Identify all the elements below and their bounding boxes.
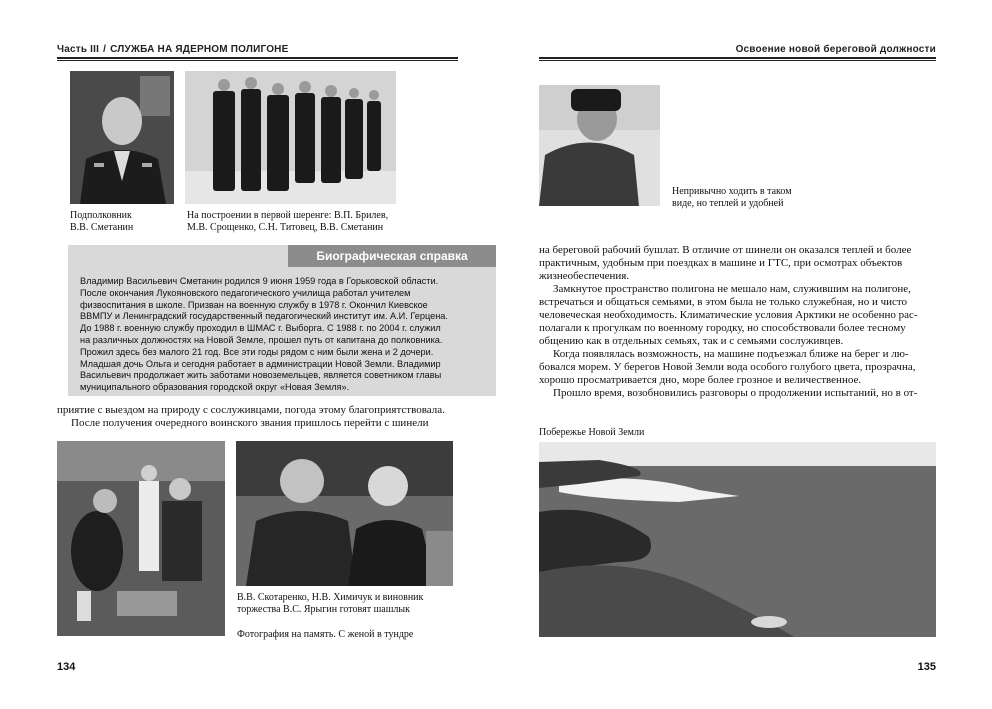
- body-line: на береговой рабочий бушлат. В отличие от шинели он оказался теплей и более: [539, 244, 912, 256]
- portrait-caption: [70, 210, 180, 234]
- lineup-caption-line: М.В. Срощенко, С.Н. Титовец, В.В. Сметанин: [187, 222, 384, 233]
- header-rule-left-thin: [57, 60, 458, 61]
- winter-uniform-caption: [672, 186, 852, 210]
- bio-line: Прожил здесь без малого 21 год. Все эти годы рядом с ним были жена и 2 дочери.: [80, 346, 434, 357]
- header-rule-right: [539, 57, 936, 59]
- bio-line: После окончания Лукояновского педагогического училища работал учителем: [80, 287, 411, 298]
- bio-title: Биографическая справка: [288, 245, 496, 267]
- body-line: встречаться и общаться семьями, в этом была не только служебная, но и чисто: [539, 296, 908, 308]
- section-title: СЛУЖБА НА ЯДЕРНОМ ПОЛИГОНЕ: [110, 44, 289, 55]
- bio-line: ВВМПУ и Ленинградский государственный педагогический институт им. А.И. Герцена.: [80, 311, 448, 322]
- body-line: практичным, удобным при поездках в машине и ГТС, при осмотрах объектов: [539, 257, 903, 269]
- page-number-left: 134: [57, 661, 76, 673]
- page-number-right: 135: [917, 661, 936, 673]
- lineup-illustration: [185, 71, 396, 204]
- body-line: бовался морем. У берегов Новой Земли вода особого голубого цвета, прозрачна,: [539, 361, 916, 373]
- right-running-header: Освоение новой береговой должности: [735, 44, 936, 55]
- winter-caption-line: Непривычно ходить в таком: [672, 186, 792, 197]
- winter-uniform-photo: [539, 85, 660, 206]
- portrait-photo: [70, 71, 174, 204]
- shashlik-photo: [57, 441, 225, 636]
- header-rule-right-thin: [539, 60, 936, 61]
- body-line: После получения очередного воинского звания пришлось перейти с шинели: [71, 417, 429, 429]
- bio-line: До 1988 г. военную службу проходил в ШМАС г. Выборга. С 1988 г. по 2004 г. служил: [80, 323, 441, 334]
- body-line: Замкнутое пространство полигона не мешало нам, служившим на полигоне,: [553, 283, 911, 295]
- bio-line: Васильевич продолжает жить заботами новоземельцев, является советником главы: [80, 370, 442, 381]
- lineup-photo: [185, 71, 396, 204]
- body-line: полагали к прогулкам по военному городку, но способствовали более тесному: [539, 322, 906, 334]
- memory-caption: Фотография на память. С женой в тундре: [237, 629, 414, 640]
- body-line: хорошо просматривается дно, море более грозное и величественное.: [539, 374, 862, 386]
- body-line: Когда появлялась возможность, на машине подъезжал ближе на берег и лю-: [553, 348, 909, 360]
- left-running-header: [57, 44, 288, 55]
- bio-line: на различных должностях на Новой Земле, прошел путь от капитана до полковника.: [80, 334, 443, 345]
- lineup-caption-line: На построении в первой шеренге: В.П. Брилев,: [187, 210, 389, 221]
- bio-line: муниципального образования городской округ «Новая Земля».: [80, 382, 350, 393]
- portrait-illustration: [70, 71, 174, 204]
- body-line: человеческая необходимость. Климатические условия Арктики не особенно рас-: [539, 309, 918, 321]
- coast-caption: Побережье Новой Земли: [539, 427, 645, 438]
- left-body-text: [57, 404, 453, 430]
- winter-caption-line: виде, но теплей и удобней: [672, 198, 784, 209]
- body-line: общению как в отдельных семьях, так и с семьями сослуживцев.: [539, 335, 844, 347]
- couple-illustration: [236, 441, 453, 586]
- body-line: приятие с выездом на природу с сослуживцами, погода этому благоприятствовала.: [57, 404, 445, 416]
- body-line: жизнеобеспечения.: [539, 270, 630, 282]
- bio-text: [80, 276, 486, 394]
- portrait-caption-line: Подполковник: [70, 210, 132, 221]
- winter-uniform-illustration: [539, 85, 660, 206]
- header-rule-left: [57, 57, 458, 59]
- coast-photo: [539, 442, 936, 637]
- couple-caption-line: В.В. Скотаренко, Н.В. Химичук и виновник: [237, 592, 424, 603]
- body-line: Прошло время, возобновились разговоры о продолжении испытаний, но в от-: [553, 387, 918, 399]
- header-separator: /: [103, 44, 107, 55]
- bio-line: Младшая дочь Ольга и сегодня работает в администрации Новой Земли. Владимир: [80, 358, 441, 369]
- part-label: Часть III: [57, 44, 100, 55]
- coast-illustration: [539, 442, 936, 637]
- bio-line: Владимир Васильевич Сметанин родился 9 июня 1959 года в Горьковской области.: [80, 276, 439, 286]
- shashlik-illustration: [57, 441, 225, 636]
- right-body-text: [539, 244, 936, 400]
- couple-caption: [237, 592, 467, 616]
- lineup-caption: [187, 210, 417, 234]
- couple-photo: [236, 441, 453, 586]
- bio-line: физвоспитания в школе. Призван на военную службу в 1978 г. Окончил Киевское: [80, 299, 428, 310]
- portrait-caption-line: В.В. Сметанин: [70, 222, 134, 233]
- couple-caption-line: торжества В.С. Ярыгин готовят шашлык: [237, 604, 410, 615]
